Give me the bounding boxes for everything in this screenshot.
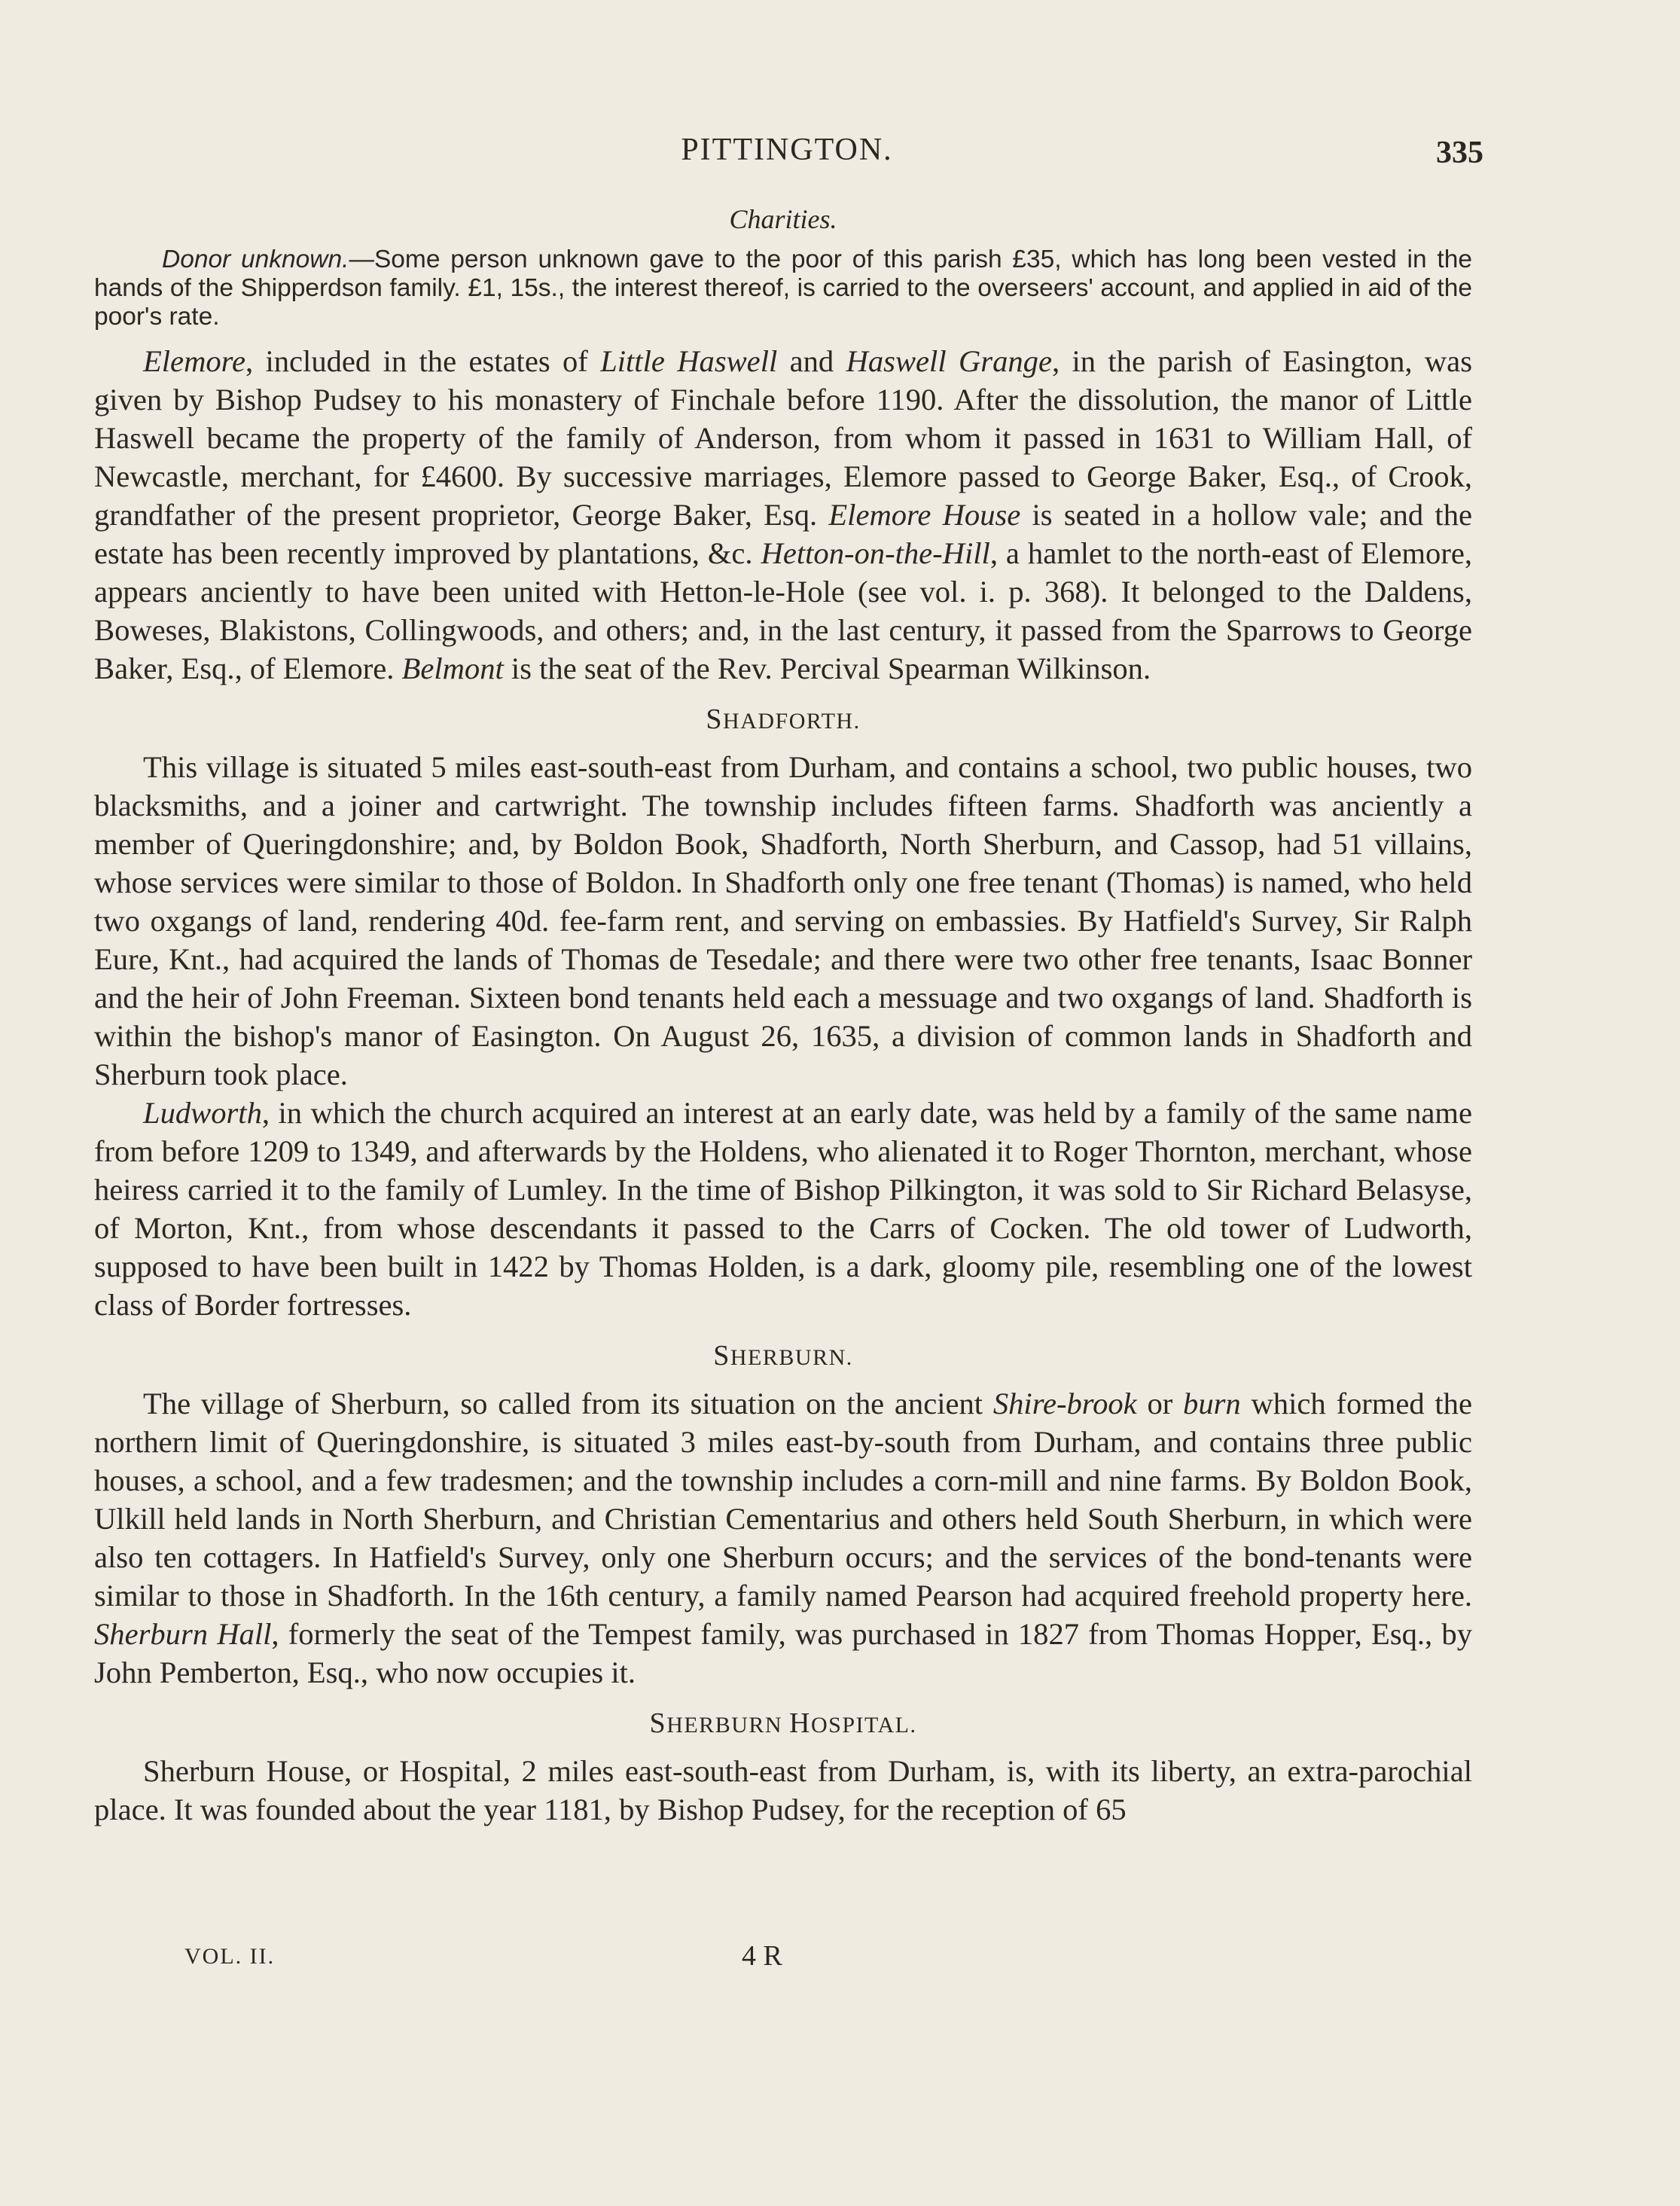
shadforth-paragraph: This village is situated 5 miles east-south-east from Durham, and contains a school, two public houses, two blacksmiths, and a joiner and cartwright. The township includes fifteen farms. Shadforth was anciently a member of Queringdonshire; and, by Boldon Book, Shadforth, North Sherburn, and Cassop, had 51 villains, whose services were similar to those of Boldon. In Shadforth only one free tenant (Thomas) is named, who held two oxgangs of land, rendering 40d. fee-farm rent, and serving on embassies. By Hatfield's Survey, Sir Ralph Eure, Knt., had acquired the lands of Thomas de Tesedale; and there were two other free tenants, Isaac Bonner and the heir of John Freeman. Sixteen bond tenants held each a messuage and two oxgangs of land. Shadforth is within the bishop's manor of Easington. On August 26, 1635, a division of common lands in Shadforth and Sherburn took place. [94,750,1472,1091]
elemore-paragraph: Elemore, included in the estates of Little Haswell and Haswell Grange, in the parish of Easington, was given by Bishop Pudsey to his monastery of Finchale before 1190. After the dissolution, the manor of Little Haswell became the property of the family of Anderson, from whom it passed in 1631 to William Hall, of Newcastle, merchant, for £4600. By successive marriages, Elemore passed to George Baker, Esq., of Crook, grandfather of the present proprietor, George Baker, Esq. Elemore House is seated in a hollow vale; and the estate has been recently improved by plantations, &c. Hetton-on-the-Hill, a hamlet to the north-east of Elemore, appears anciently to have been united with Hetton-le-Hole (see vol. i. p. 368). It belonged to the Daldens, Boweses, Blakistons, Collingwoods, and others; and, in the last century, it passed from the Sparrows to George Baker, Esq., of Elemore. Belmont is the seat of the Rev. Percival Spearman Wilkinson. [94,344,1472,685]
sherburn-paragraph: The village of Sherburn, so called from its situation on the ancient Shire-brook or burn which formed the northern limit of Queringdonshire, is situated 3 miles east-by-south from Durham, and contains three public houses, a school, and a few tradesmen; and the township includes a corn-mill and nine farms. By Boldon Book, Ulkill held lands in North Sherburn, and Christian Cementarius and others held South Sherburn, in which were also ten cottagers. In Hatfield's Survey, only one Sherburn occurs; and the services of the bond-tenants were similar to those in Shadforth. In the 16th century, a family named Pearson had acquired freehold property here. Sherburn Hall, formerly the seat of the Tempest family, was purchased in 1827 from Thomas Hopper, Esq., by John Pemberton, Esq., who now occupies it. [94,1387,1473,1689]
sherburn-heading: SHERBURN. [713,1340,853,1372]
hospital-paragraph: Sherburn House, or Hospital, 2 miles east-south-east from Durham, is, with its liberty, an extra-parochial place. It was founded about the year 1181, by Bishop Pudsey, for the reception of 65 [94,1754,1472,1826]
page-header [90,132,1483,177]
ludworth-name: Ludworth [143,1096,262,1130]
donor-label: Donor unknown. [162,246,349,273]
running-title: PITTINGTON. [681,133,893,167]
ludworth-paragraph: Ludworth, in which the church acquired an interest at an early date, was held by a family of the same name from before 1209 to 1349, and afterwards by the Holdens, who alienated it to Roger Thornton, merchant, whose heiress carried it to the family of Lumley. In the time of Bishop Pilkington, it was sold to Sir Richard Belasyse, of Morton, Knt., from whose descendants it passed to the Carrs of Cocken. The old tower of Ludworth, supposed to have been built in 1422 by Thomas Holden, is a dark, gloomy pile, resembling one of the lowest class of Border fortresses. [94,1096,1472,1322]
charities-text [94,246,1472,331]
elemore-name: Elemore [143,344,245,378]
shadforth-heading-rest: HADFORTH. [723,709,861,734]
signature-mark: 4 R [742,1940,782,1972]
volume-label: VOL. II. [184,1944,276,1969]
hospital-heading: SHERBURN HOSPITAL. [649,1707,917,1739]
page-number: 335 [1436,136,1483,170]
shadforth-heading: SHADFORTH. [706,703,861,735]
charities-title: Charities. [729,204,837,234]
charities-body: —Some person unknown gave to the poor of this parish £35, which has long been vested in the hands of the Shipperdson family. £1, 15s., the interest thereof, is carried to the overseers' account, and applied in aid of the poor's rate. [94,246,1472,331]
page-body [94,203,1472,1829]
page-footer [94,1939,1472,1977]
